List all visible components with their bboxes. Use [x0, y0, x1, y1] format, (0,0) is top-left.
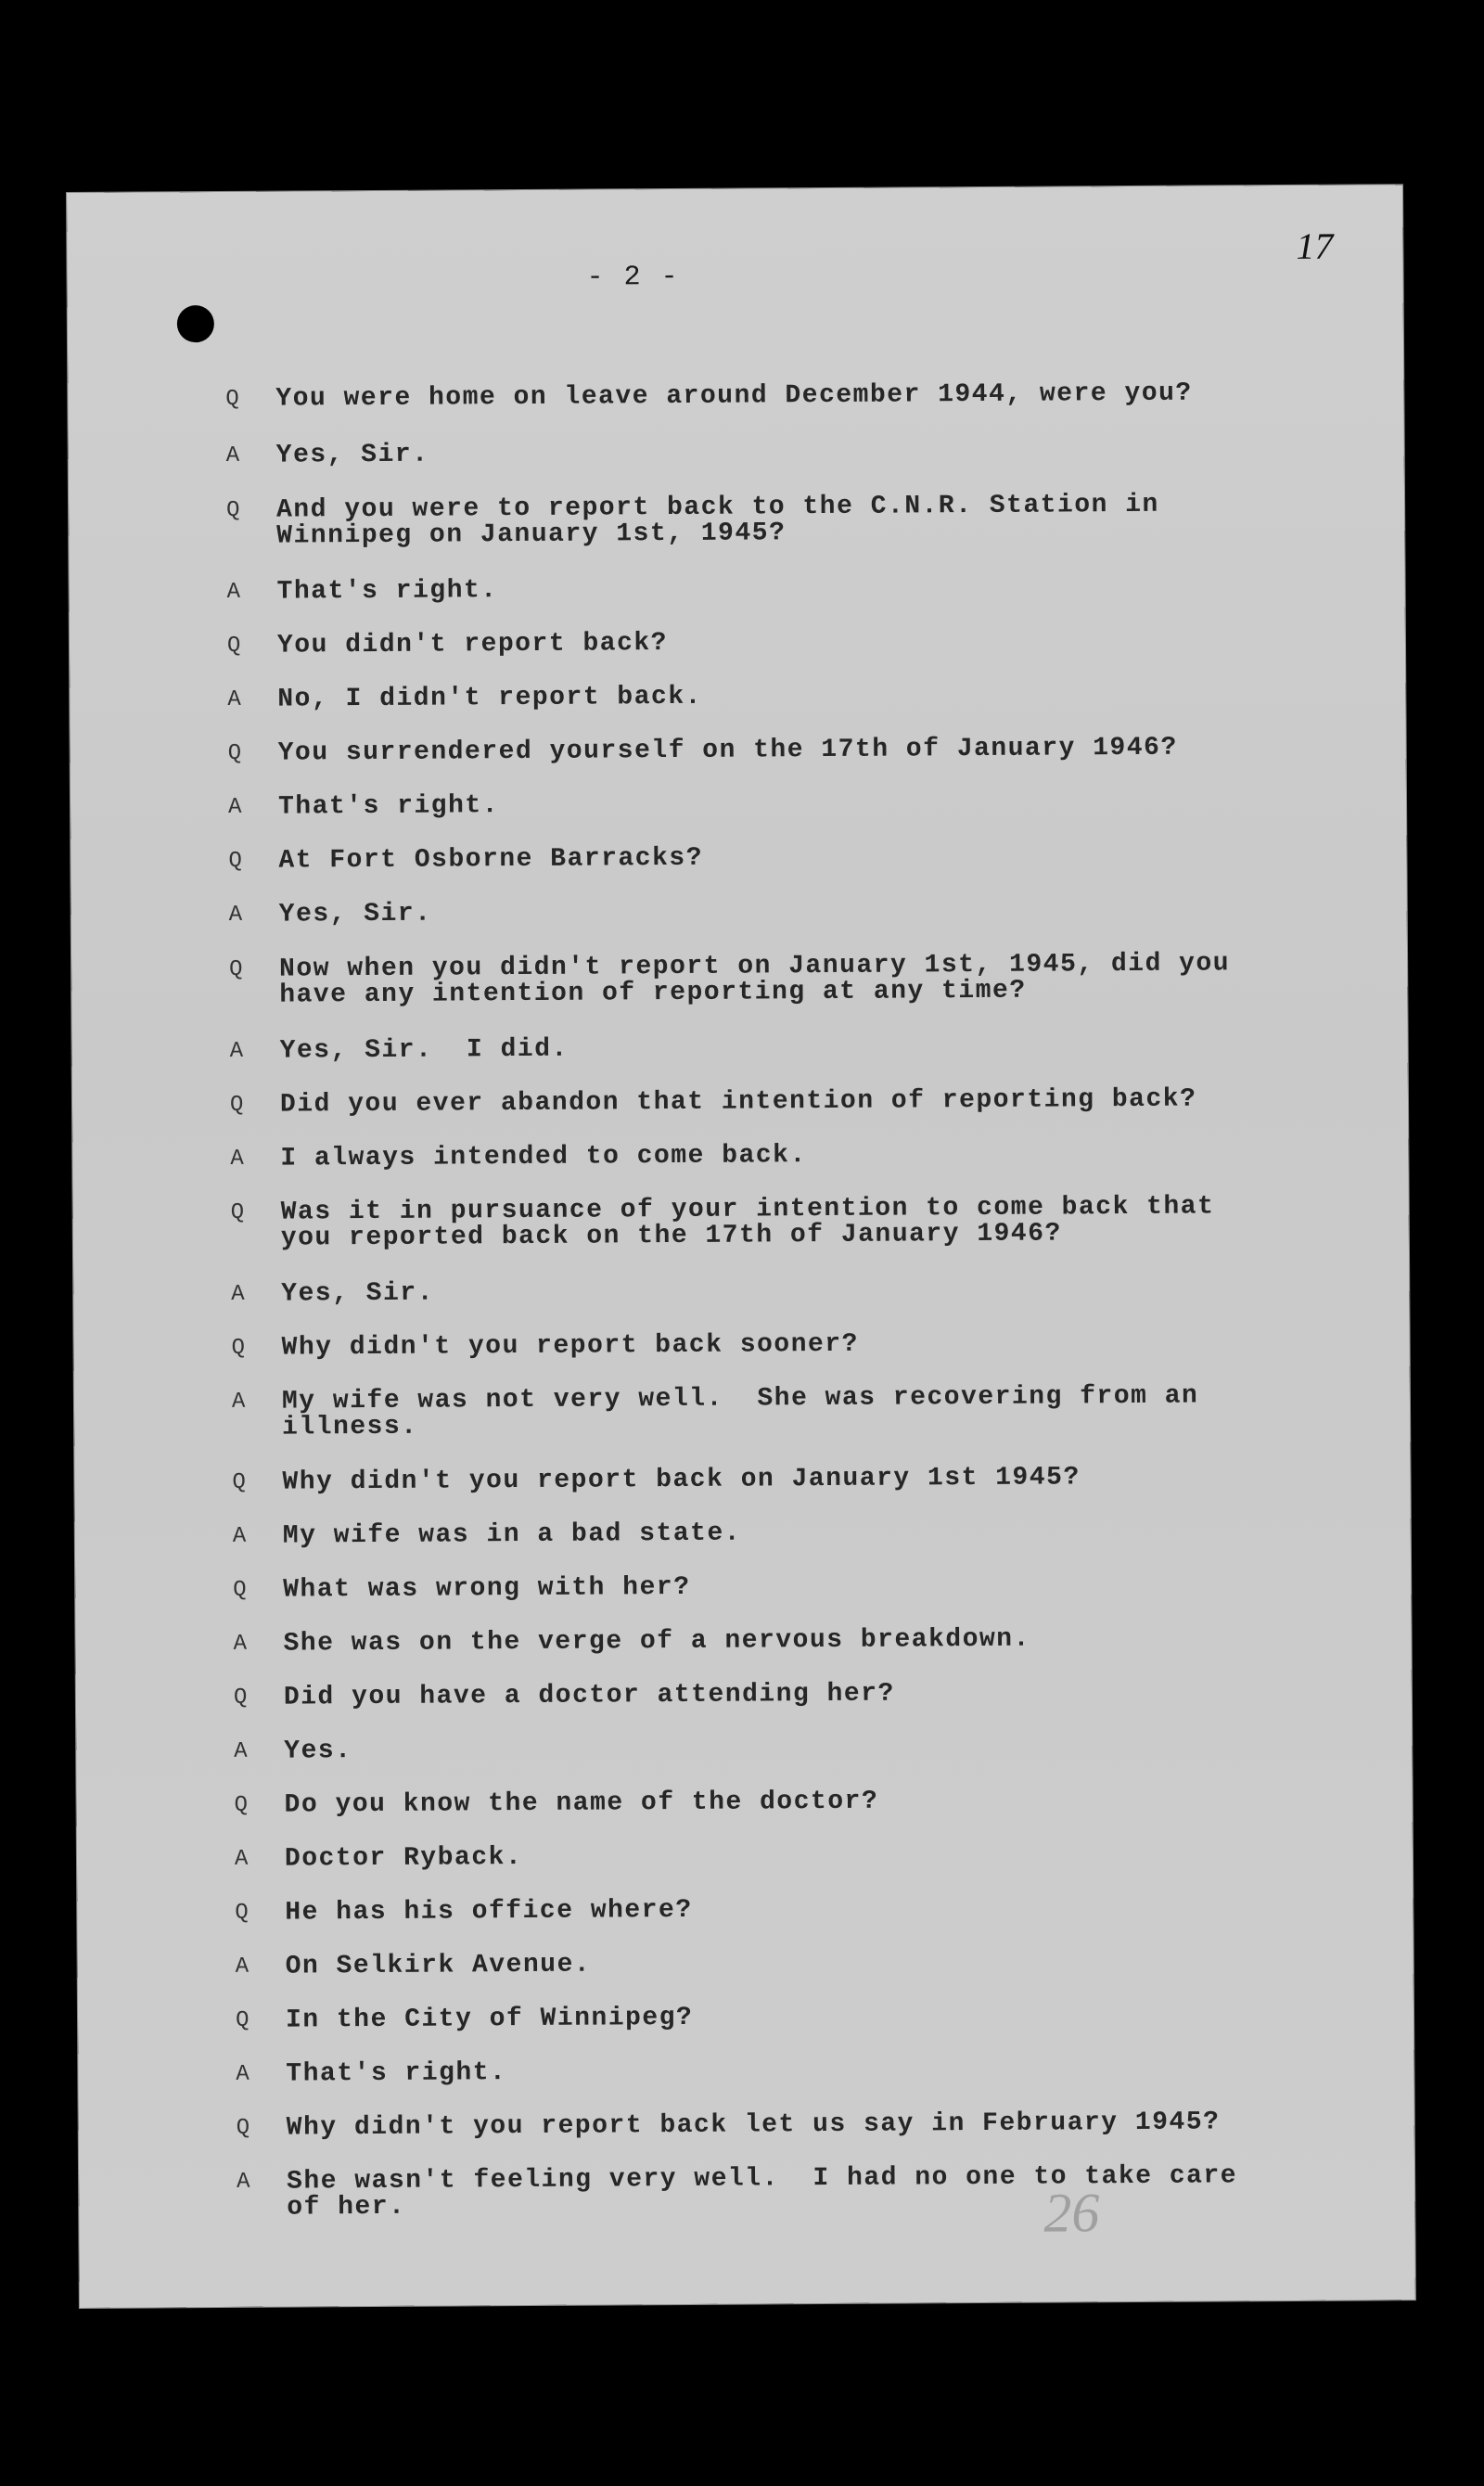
- speaker-label: Q: [233, 1685, 248, 1711]
- qa-line: [235, 1840, 1348, 1873]
- speaker-label: Q: [233, 1577, 247, 1603]
- line-text: Yes, Sir.: [281, 1278, 435, 1309]
- line-text: Do you know the name of the doctor?: [284, 1787, 879, 1820]
- speaker-label: A: [225, 442, 240, 468]
- line-text: You surrendered yourself on the 17th of January 1946?: [277, 733, 1178, 768]
- qa-line: [229, 896, 1342, 929]
- qa-line: [236, 2002, 1349, 2034]
- line-text: She was on the verge of a nervous breakdown.: [283, 1624, 1030, 1659]
- speaker-label: Q: [232, 1469, 246, 1495]
- qa-line: [229, 951, 1342, 1009]
- qa-line: [228, 842, 1341, 875]
- line-text: Did you ever abandon that intention of reporting back?: [279, 1084, 1197, 1120]
- line-text: Yes, Sir. I did.: [279, 1034, 569, 1066]
- speaker-label: Q: [229, 956, 243, 982]
- qa-line: [233, 1518, 1346, 1550]
- speaker-label: A: [235, 1954, 249, 1980]
- line-text: And you were to report back to the C.N.R. Station in Winnipeg on January 1st, 1945?: [275, 490, 1159, 551]
- speaker-label: Q: [235, 1900, 249, 1926]
- speaker-label: A: [231, 1281, 245, 1307]
- qa-line: [232, 1383, 1345, 1442]
- qa-line: [228, 788, 1341, 821]
- speaker-label: A: [233, 1631, 248, 1657]
- speaker-label: Q: [226, 633, 241, 659]
- qa-line: [234, 1679, 1347, 1711]
- qa-line: [225, 380, 1338, 413]
- handwritten-page-mark: 17: [1296, 224, 1334, 267]
- qa-line: [230, 1086, 1343, 1119]
- speaker-label: Q: [234, 1792, 249, 1818]
- line-text: Doctor Ryback.: [284, 1843, 523, 1874]
- line-text: In the City of Winnipeg?: [285, 2003, 694, 2035]
- qa-line: [233, 1571, 1346, 1604]
- line-text: You didn't report back?: [276, 629, 669, 660]
- speaker-label: A: [228, 902, 243, 928]
- line-text: Yes.: [284, 1736, 352, 1766]
- line-text: Was it in pursuance of your intention to come back that you reported back on the 17th of January 1946?: [280, 1192, 1215, 1253]
- line-text: Now when you didn't report on January 1st, 1945, did you have any intention of reporting at any time?: [279, 949, 1231, 1010]
- line-text: On Selkirk Avenue.: [285, 1950, 592, 1981]
- speaker-label: A: [234, 1738, 248, 1764]
- qa-line: [235, 1787, 1348, 1819]
- qa-line: [235, 1894, 1348, 1927]
- qa-line: [231, 1194, 1344, 1252]
- line-text: Why didn't you report back let us say in February 1945?: [286, 2108, 1221, 2143]
- qa-line: [236, 2056, 1349, 2088]
- qa-line: [234, 1733, 1347, 1765]
- line-text: No, I didn't report back.: [277, 682, 703, 714]
- line-text: That's right.: [276, 576, 498, 607]
- speaker-label: Q: [227, 740, 242, 766]
- line-text: My wife was not very well. She was recovering from an illness.: [281, 1381, 1199, 1442]
- qa-line: [228, 735, 1341, 767]
- line-text: At Fort Osborne Barracks?: [278, 843, 704, 876]
- speaker-label: Q: [236, 2115, 250, 2141]
- speaker-label: A: [226, 579, 241, 605]
- qa-line: [230, 1032, 1343, 1065]
- qa-line: [232, 1464, 1345, 1496]
- speaker-label: A: [229, 1038, 244, 1064]
- speaker-label: Q: [225, 386, 239, 412]
- punch-hole: [177, 305, 214, 342]
- page-number: - 2 -: [586, 261, 680, 294]
- qa-line: [227, 681, 1340, 713]
- qa-line: [233, 1625, 1346, 1658]
- speaker-label: Q: [229, 1092, 244, 1118]
- speaker-label: Q: [228, 848, 242, 874]
- speaker-label: A: [230, 1146, 244, 1172]
- speaker-label: Q: [231, 1335, 246, 1361]
- speaker-label: A: [227, 794, 242, 820]
- line-text: Did you have a doctor attending her?: [283, 1679, 895, 1712]
- speaker-label: Q: [230, 1199, 245, 1225]
- qa-line: [227, 573, 1340, 606]
- line-text: Why didn't you report back on January 1st 1945?: [282, 1463, 1081, 1497]
- speaker-label: A: [234, 1846, 249, 1872]
- line-text: Yes, Sir.: [275, 440, 429, 470]
- document-page: [67, 185, 1415, 2308]
- line-text: That's right.: [286, 2058, 507, 2089]
- qa-line: [236, 1948, 1349, 1980]
- line-text: My wife was in a bad state.: [282, 1519, 742, 1551]
- line-text: Yes, Sir.: [278, 899, 432, 929]
- qa-line: [237, 2163, 1350, 2222]
- qa-line: [237, 2109, 1350, 2142]
- speaker-label: Q: [226, 497, 240, 523]
- qa-line: [226, 437, 1339, 469]
- speaker-label: A: [237, 2169, 250, 2195]
- line-text: What was wrong with her?: [283, 1572, 691, 1605]
- handwritten-scribble: 26: [1043, 2182, 1100, 2244]
- qa-line: [230, 1140, 1343, 1173]
- speaker-label: A: [232, 1523, 247, 1549]
- line-text: She wasn't feeling very well. I had no one to take care of her.: [287, 2161, 1238, 2223]
- speaker-label: A: [227, 686, 241, 712]
- speaker-label: A: [231, 1389, 246, 1415]
- speaker-label: Q: [235, 2007, 249, 2033]
- line-text: I always intended to come back.: [280, 1141, 807, 1173]
- line-text: You were home on leave around December 1944, were you?: [275, 378, 1193, 414]
- line-text: That's right.: [277, 791, 500, 822]
- qa-line: [226, 492, 1339, 550]
- line-text: He has his office where?: [285, 1895, 693, 1928]
- line-text: Why didn't you report back sooner?: [281, 1329, 859, 1363]
- qa-line: [232, 1329, 1345, 1362]
- qa-line: [231, 1275, 1344, 1308]
- qa-line: [227, 627, 1340, 660]
- speaker-label: A: [236, 2061, 249, 2087]
